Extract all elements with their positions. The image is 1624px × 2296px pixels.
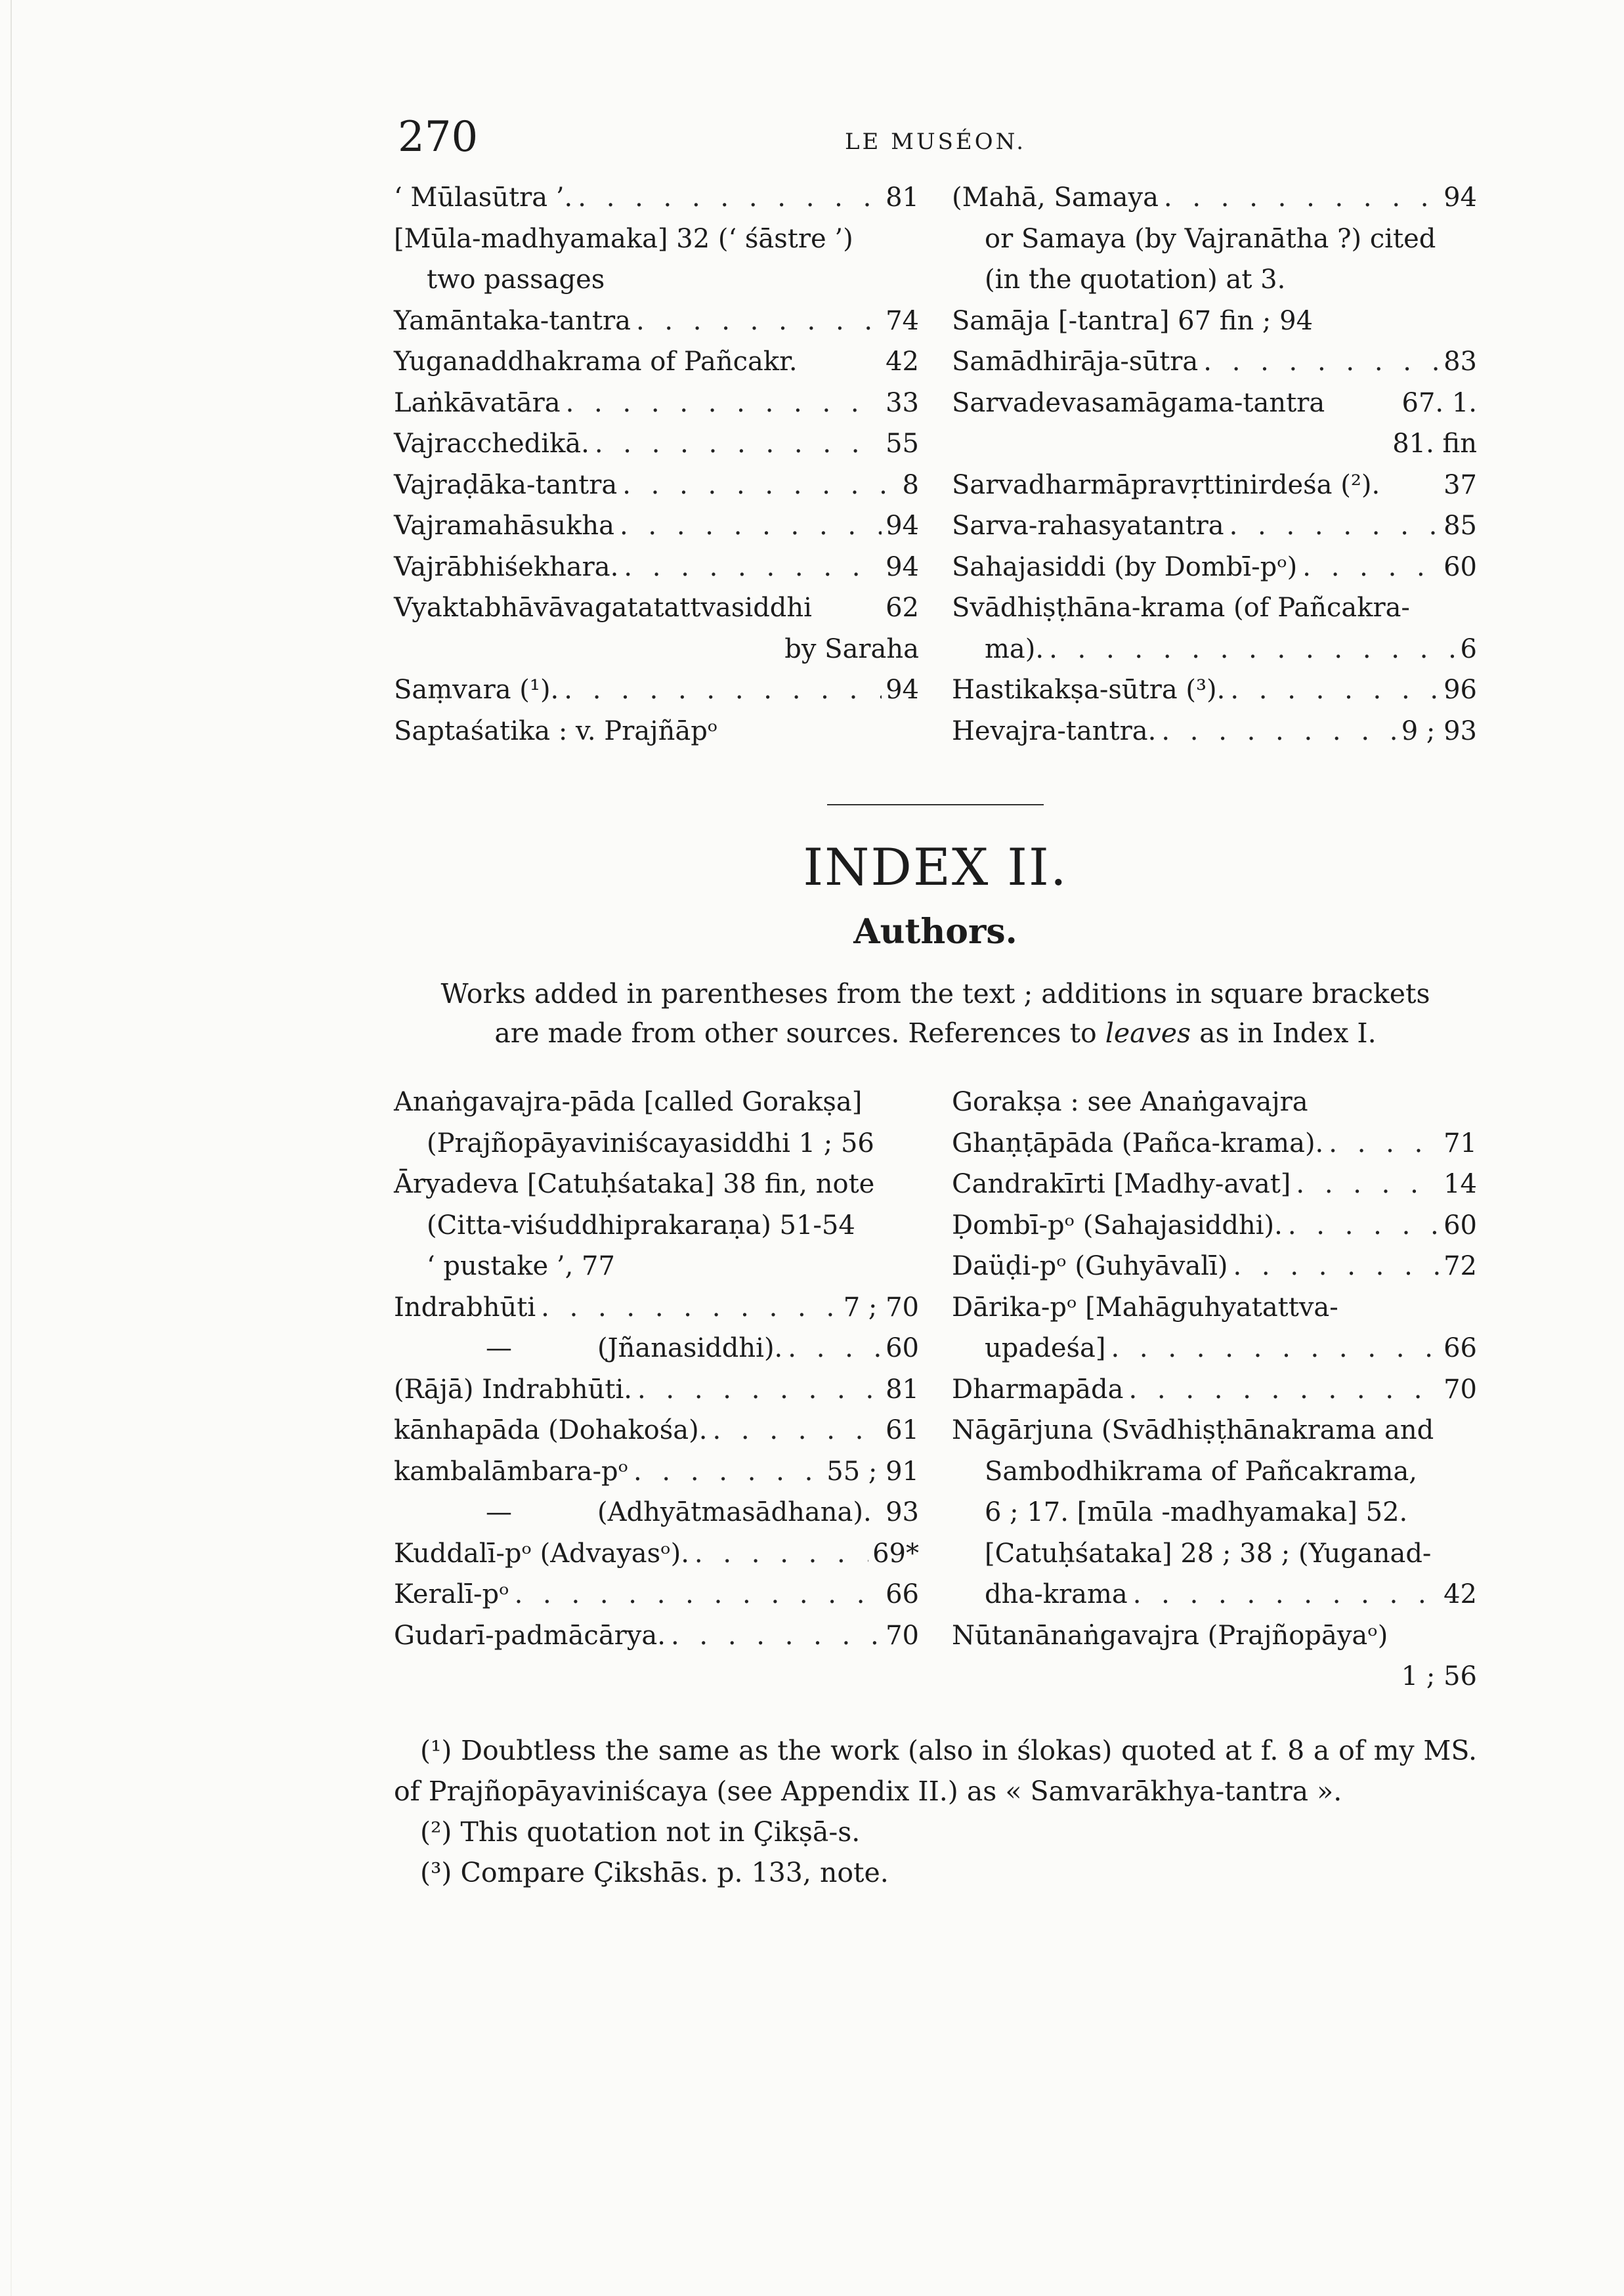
index-entry <box>952 1246 1477 1287</box>
dot-leader <box>1044 629 1456 670</box>
dot-leader <box>1123 1369 1440 1411</box>
entry-title: Svādhiṣṭhāna-krama (of Pañcakra- <box>952 593 1410 623</box>
index-entry <box>394 341 919 383</box>
footnote-1-mark: (¹) <box>420 1734 452 1766</box>
entry-page-ref: 74 <box>886 305 919 336</box>
entry-page-ref: 93 <box>886 1497 919 1527</box>
index-entry <box>394 505 919 547</box>
index-entry <box>394 423 919 465</box>
entry-page-ref: 60 <box>1443 1210 1477 1241</box>
dot-leader <box>1105 1328 1440 1369</box>
entry-title: kānhapāda (Dohakośa). <box>394 1415 708 1445</box>
index-entry <box>394 177 919 219</box>
footnote-3-mark: (³) <box>420 1856 452 1888</box>
dot-leader <box>561 383 882 424</box>
index-entry <box>952 629 1477 670</box>
entry-page-ref: 9 ; 93 <box>1401 715 1477 746</box>
entry-title: Yuganaddhakrama of Pañcakr. <box>394 347 798 377</box>
dot-leader <box>1224 505 1440 547</box>
entry-page-ref: 42 <box>1443 1579 1477 1609</box>
entry-title: Nūtanānaṅgavajra (Prajñopāyaᵒ) <box>952 1620 1388 1651</box>
index-entry <box>394 547 919 588</box>
dot-leader <box>782 1328 882 1369</box>
index-entry <box>394 1492 919 1533</box>
index-entry <box>394 301 919 342</box>
index-entry <box>394 587 919 629</box>
entry-page-ref: 69* <box>872 1538 919 1569</box>
entry-title: [Catuḥśataka] 28 ; 38 ; (Yuganad- <box>985 1538 1432 1569</box>
index-entry <box>952 259 1477 301</box>
entry-page-ref: 94 <box>886 675 919 705</box>
index-entry <box>952 1615 1477 1657</box>
index-entry <box>952 711 1477 752</box>
footnote-2-mark: (²) <box>420 1816 452 1848</box>
entry-page-ref: 62 <box>886 593 919 623</box>
entry-title: Āryadeva [Catuḥśataka] 38 fin, note <box>394 1169 875 1199</box>
index-entry <box>952 1205 1477 1246</box>
entry-title: Sarva-rahasyatantra <box>952 511 1224 541</box>
entry-subtitle: (Jñanasiddhi). <box>597 1333 783 1363</box>
entry-page-ref: 94 <box>886 551 919 582</box>
dot-leader <box>631 301 882 342</box>
entry-page-ref: 61 <box>886 1415 919 1445</box>
entry-page-ref: 67. 1. <box>1401 387 1477 418</box>
entry-page-ref: 70 <box>1443 1374 1477 1405</box>
index-entry <box>952 383 1477 424</box>
index-entry <box>952 1328 1477 1369</box>
index2-columns <box>394 1082 1477 1697</box>
dot-leader <box>1128 1574 1440 1615</box>
entry-title: Yamāntaka-tantra <box>394 305 631 336</box>
entry-title: Ghaṇṭāpāda (Pañca-krama). <box>952 1128 1324 1159</box>
entry-page-ref: 85 <box>1443 511 1477 541</box>
index-entry <box>952 670 1477 711</box>
index-entry <box>394 1574 919 1615</box>
index-entry <box>952 465 1477 506</box>
entry-page-ref: 94 <box>1443 182 1477 213</box>
entry-page-ref: 60 <box>1443 551 1477 582</box>
index-entry <box>394 465 919 506</box>
index-entry <box>952 1533 1477 1575</box>
entry-page-ref: 14 <box>1443 1169 1477 1199</box>
intro-line-1: Works added in parentheses from the text ; additions in square brackets <box>440 978 1430 1010</box>
entry-page-ref: 94 <box>886 511 919 541</box>
dot-leader <box>628 1451 823 1493</box>
index-entry <box>394 711 919 752</box>
running-title: LE MUSÉON. <box>844 129 1027 155</box>
footnote-2-text: This quotation not in Çikṣā-s. <box>452 1816 861 1848</box>
index-entry <box>394 1533 919 1575</box>
entry-page-ref: 81 <box>886 182 919 213</box>
dot-leader <box>666 1615 882 1657</box>
dot-leader <box>1283 1205 1440 1246</box>
page <box>394 105 1477 1893</box>
dot-leader <box>1323 1123 1440 1164</box>
index-entry <box>394 1410 919 1451</box>
index-entry <box>952 1656 1477 1697</box>
dot-leader <box>572 177 882 219</box>
index-entry <box>952 1410 1477 1451</box>
entry-title: Ḍombī-pᵒ (Sahajasiddhi). <box>952 1210 1283 1241</box>
entry-title: dha-krama <box>985 1579 1128 1609</box>
index-entry <box>952 1287 1477 1329</box>
index1-right-column <box>952 177 1477 752</box>
index-entry <box>952 423 1477 465</box>
entry-page-ref: 81 <box>886 1374 919 1405</box>
entry-title: Sahajasiddi (by Dombī-pᵒ) <box>952 551 1298 582</box>
entry-title: Vajracchedikā. <box>394 429 589 459</box>
entry-title: 1 ; 56 <box>1401 1661 1477 1691</box>
entry-title: kambalāmbara-pᵒ <box>394 1456 628 1487</box>
entry-title: Sambodhikrama of Pañcakrama, <box>985 1456 1418 1487</box>
page-edge-shadow <box>11 0 12 2296</box>
entry-title: Samāja [-tantra] 67 fin ; 94 <box>952 305 1314 336</box>
footnote-3 <box>394 1852 1477 1893</box>
intro-line-2 <box>394 1013 1477 1053</box>
entry-title: Candrakīrti [Madhy-avat] <box>952 1169 1291 1199</box>
entry-title: Indrabhūti <box>394 1292 536 1323</box>
dot-leader <box>536 1287 840 1329</box>
entry-title: ma). <box>985 633 1044 664</box>
index-entry <box>394 1123 919 1164</box>
footnote-3-text: Compare Çikshās. p. 133, note. <box>452 1856 889 1888</box>
entry-title: (Mahā, Samaya <box>952 182 1159 213</box>
entry-title: Nāgārjuna (Svādhiṣṭhānakrama and <box>952 1415 1434 1445</box>
index-entry <box>952 341 1477 383</box>
index-entry <box>952 1082 1477 1123</box>
entry-page-ref: 6 <box>1460 633 1477 664</box>
entry-title: ‘ Mūlasūtra ’. <box>394 182 573 213</box>
entry-title: — <box>486 1333 512 1363</box>
index-entry <box>952 1574 1477 1615</box>
entry-page-ref: 70 <box>886 1620 919 1651</box>
entry-title: Sarvadevasamāgama-tantra <box>952 387 1325 418</box>
entry-title: Sarvadharmāpravṛttinirdeśa (²). <box>952 469 1380 500</box>
intro-line-2-c: as in Index I. <box>1191 1017 1377 1049</box>
index2-right-column <box>952 1082 1477 1697</box>
index2-intro <box>394 974 1477 1053</box>
entry-title: Saptaśatika : v. Prajñāpᵒ <box>394 715 718 746</box>
dot-leader <box>618 547 882 588</box>
index-entry <box>394 219 919 260</box>
entry-title: upadeśa] <box>985 1333 1106 1363</box>
entry-page-ref: 8 <box>902 469 919 500</box>
entry-title: Anaṅgavajra-pāda [called Gorakṣa] <box>394 1087 863 1117</box>
dot-leader <box>614 505 882 547</box>
index-entry <box>394 1164 919 1205</box>
entry-title: (Citta-viśuddhiprakaraṇa) 51-54 <box>427 1210 855 1241</box>
dot-leader <box>509 1574 882 1615</box>
dot-leader <box>589 423 882 465</box>
entry-page-ref: 66 <box>886 1579 919 1609</box>
section-divider <box>827 804 1044 805</box>
index-entry <box>394 1451 919 1493</box>
entry-page-ref: 71 <box>1443 1128 1477 1159</box>
entry-page-ref: 55 <box>886 429 919 459</box>
index-entry <box>952 1369 1477 1411</box>
footnotes <box>394 1730 1477 1893</box>
index-entry <box>394 670 919 711</box>
entry-subtitle: (Adhyātmasādhana). <box>597 1497 872 1527</box>
entry-title: Samādhirāja-sūtra <box>952 347 1199 377</box>
intro-line-2-emph: leaves <box>1105 1017 1191 1049</box>
index1-columns <box>394 177 1477 752</box>
intro-line-2-a: are made from other sources. References to <box>494 1017 1105 1049</box>
entry-page-ref: 55 ; 91 <box>826 1456 919 1487</box>
entry-title: Laṅkāvatāra <box>394 387 561 418</box>
index-entry <box>952 1123 1477 1164</box>
index2-left-column <box>394 1082 919 1697</box>
index-entry <box>394 259 919 301</box>
entry-page-ref: 60 <box>886 1333 919 1363</box>
dot-leader <box>1159 177 1440 219</box>
entry-title: Gudarī-padmācārya. <box>394 1620 666 1651</box>
entry-title: — <box>486 1497 512 1527</box>
entry-page-ref: 66 <box>1443 1333 1477 1363</box>
dot-leader <box>1228 1246 1440 1287</box>
footnote-1-text: Doubtless the same as the work (also in ślokas) quoted at f. 8 a of my MS. of Prajñopāyaviniścaya (see Appendix II.) as « Samvarākhya-tantra ». <box>394 1734 1477 1807</box>
dot-leader <box>632 1369 882 1411</box>
dot-leader <box>1225 670 1440 711</box>
entry-page-ref: 42 <box>886 347 919 377</box>
index-entry <box>394 383 919 424</box>
entry-title: Gorakṣa : see Anaṅgavajra <box>952 1087 1308 1117</box>
entry-title: Vyaktabhāvāvagatatattvasiddhi <box>394 593 812 623</box>
entry-title: (Prajñopāyaviniścayasiddhi 1 ; 56 <box>427 1128 874 1159</box>
index-entry <box>952 1451 1477 1493</box>
index-entry <box>394 1369 919 1411</box>
entry-page-ref: 72 <box>1443 1251 1477 1281</box>
index2-title: INDEX II. <box>803 838 1068 897</box>
index-entry <box>952 1492 1477 1533</box>
page-header <box>394 105 1477 177</box>
entry-title: Vajramahāsukha <box>394 511 614 541</box>
entry-title: Dharmapāda <box>952 1374 1124 1405</box>
entry-title: 81. fin <box>1392 429 1477 459</box>
dot-leader <box>617 465 898 506</box>
footnote-2 <box>394 1812 1477 1852</box>
entry-title: by Saraha <box>784 633 919 664</box>
entry-title: Vajraḍāka-tantra <box>394 469 618 500</box>
index1-left-column <box>394 177 919 752</box>
entry-title: [Mūla-madhyamaka] 32 (‘ śāstre ’) <box>394 223 853 254</box>
footnote-1 <box>394 1730 1477 1812</box>
dot-leader <box>1291 1164 1440 1205</box>
entry-title: or Samaya (by Vajranātha ?) cited <box>985 223 1436 254</box>
entry-title: Vajrābhiśekhara. <box>394 551 619 582</box>
dot-leader <box>707 1410 882 1451</box>
dot-leader <box>1297 547 1440 588</box>
index-entry <box>394 629 919 670</box>
entry-title: Hastikakṣa-sūtra (³). <box>952 675 1226 705</box>
entry-page-ref: 7 ; 70 <box>843 1292 919 1323</box>
entry-page-ref: 83 <box>1443 347 1477 377</box>
page-number: 270 <box>398 113 479 161</box>
entry-title: ‘ pustake ’, 77 <box>427 1251 615 1281</box>
entry-title: 6 ; 17. [mūla -madhyamaka] 52. <box>985 1497 1408 1527</box>
index-entry <box>394 1082 919 1123</box>
dot-leader <box>689 1533 868 1575</box>
index-entry <box>952 177 1477 219</box>
index2-subtitle: Authors. <box>853 912 1017 952</box>
entry-title: (in the quotation) at 3. <box>985 265 1286 295</box>
entry-title: Keralī-pᵒ <box>394 1579 509 1609</box>
entry-title: Daüḍi-pᵒ (Guhyāvalī) <box>952 1251 1228 1281</box>
index-entry <box>394 1287 919 1329</box>
entry-title: Kuddalī-pᵒ (Advayasᵒ). <box>394 1538 689 1569</box>
index-entry <box>952 219 1477 260</box>
index-entry <box>952 547 1477 588</box>
dot-leader <box>1156 711 1397 752</box>
entry-title: Saṃvara (¹). <box>394 675 559 705</box>
entry-title: Hevajra-tantra. <box>952 715 1157 746</box>
index-entry <box>394 1328 919 1369</box>
dot-leader <box>1198 341 1440 383</box>
entry-page-ref: 37 <box>1443 469 1477 500</box>
index-entry <box>952 1164 1477 1205</box>
dot-leader <box>559 670 882 711</box>
index-entry <box>952 301 1477 342</box>
entry-page-ref: 33 <box>886 387 919 418</box>
index-entry <box>952 505 1477 547</box>
index-entry <box>394 1246 919 1287</box>
entry-title: (Rājā) Indrabhūti. <box>394 1374 632 1405</box>
entry-page-ref: 96 <box>1443 675 1477 705</box>
entry-title: two passages <box>427 265 605 295</box>
index-entry <box>952 587 1477 629</box>
index-entry <box>394 1205 919 1246</box>
entry-title: Dārika-pᵒ [Mahāguhyatattva- <box>952 1292 1338 1323</box>
index-entry <box>394 1615 919 1657</box>
